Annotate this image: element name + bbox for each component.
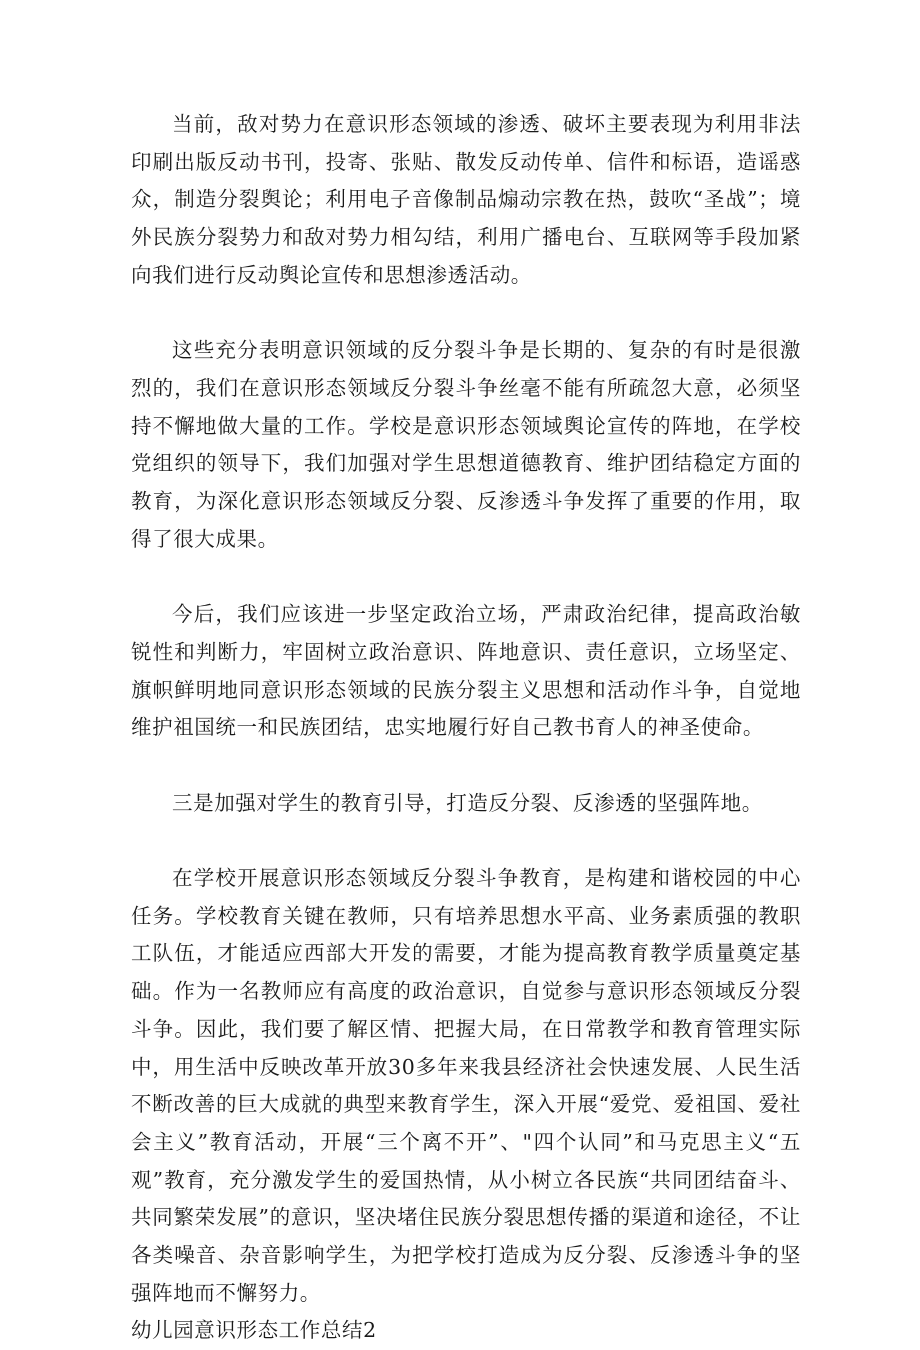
paragraph-spacer [131, 558, 801, 596]
paragraph-future-stance: 今后，我们应该进一步坚定政治立场，严肃政治纪律，提高政治敏锐性和判断力，牢固树立政治意识、阵地意识、责任意识，立场坚定、旗帜鲜明地同意识形态领域的民族分裂主义思想和活动作斗争，自觉地维护祖国统一和民族团结，忠实地履行好自己教书育人的神圣使命。 [131, 602, 801, 740]
paragraph-infiltration: 当前，敌对势力在意识形态领域的渗透、破坏主要表现为利用非法印刷出版反动书刊，投寄、张贴、散发反动传单、信件和标语，造谣惑众，制造分裂舆论；利用电子音像制品煽动宗教在热，鼓吹“圣战”；境外民族分裂势力和敌对势力相勾结，利用广播电台、互联网等手段加紧向我们进行反动舆论宣传和思想渗透活动。 [131, 112, 801, 287]
section-heading-three: 三是加强对学生的教育引导，打造反分裂、反渗透的坚强阵地。 [172, 790, 763, 815]
paragraph-spacer [131, 747, 801, 785]
paragraph-spacer [131, 295, 801, 333]
paragraph-spacer [131, 822, 801, 860]
paragraph-school-education: 在学校开展意识形态领域反分裂斗争教育，是构建和谐校园的中心任务。学校教育关键在教师，只有培养思想水平高、业务素质强的教职工队伍，才能适应西部大开发的需要，才能为提高教育教学质量奠定基础。作为一名教师应有高度的政治意识，自觉参与意识形态领域反分裂斗争。因此，我们要了解区情、把握大局，在日常教学和教育管理实际中，用生活中反映改革开放30多年来我县经济社会快速发展、人民生活不断改善的巨大成就的典型来教育学生，深入开展“爱党、爱祖国、爱社会主义”教育活动，开展“三个离不开”、"四个认同”和马克思主义“五观”教育，充分激发学生的爱国热情，从小树立各民族“共同团结奋斗、共同繁荣发展”的意识，坚决堵住民族分裂思想传播的渠道和途径，不让各类噪音、杂音影响学生，为把学校打造成为反分裂、反渗透斗争的坚强阵地而不懈努力。 [131, 866, 801, 1305]
document-body [131, 106, 801, 1350]
paragraph-long-term-struggle: 这些充分表明意识领域的反分裂斗争是长期的、复杂的有时是很激烈的，我们在意识形态领域反分裂斗争丝毫不能有所疏忽大意，必须坚持不懈地做大量的工作。学校是意识形态领域舆论宣传的阵地，在学校党组织的领导下，我们加强对学生思想道德教育、维护团结稳定方面的教育，为深化意识形态领域反分裂、反渗透斗争发挥了重要的作用，取得了很大成果。 [131, 338, 801, 551]
next-document-title: 幼儿园意识形态工作总结2 [131, 1318, 377, 1343]
